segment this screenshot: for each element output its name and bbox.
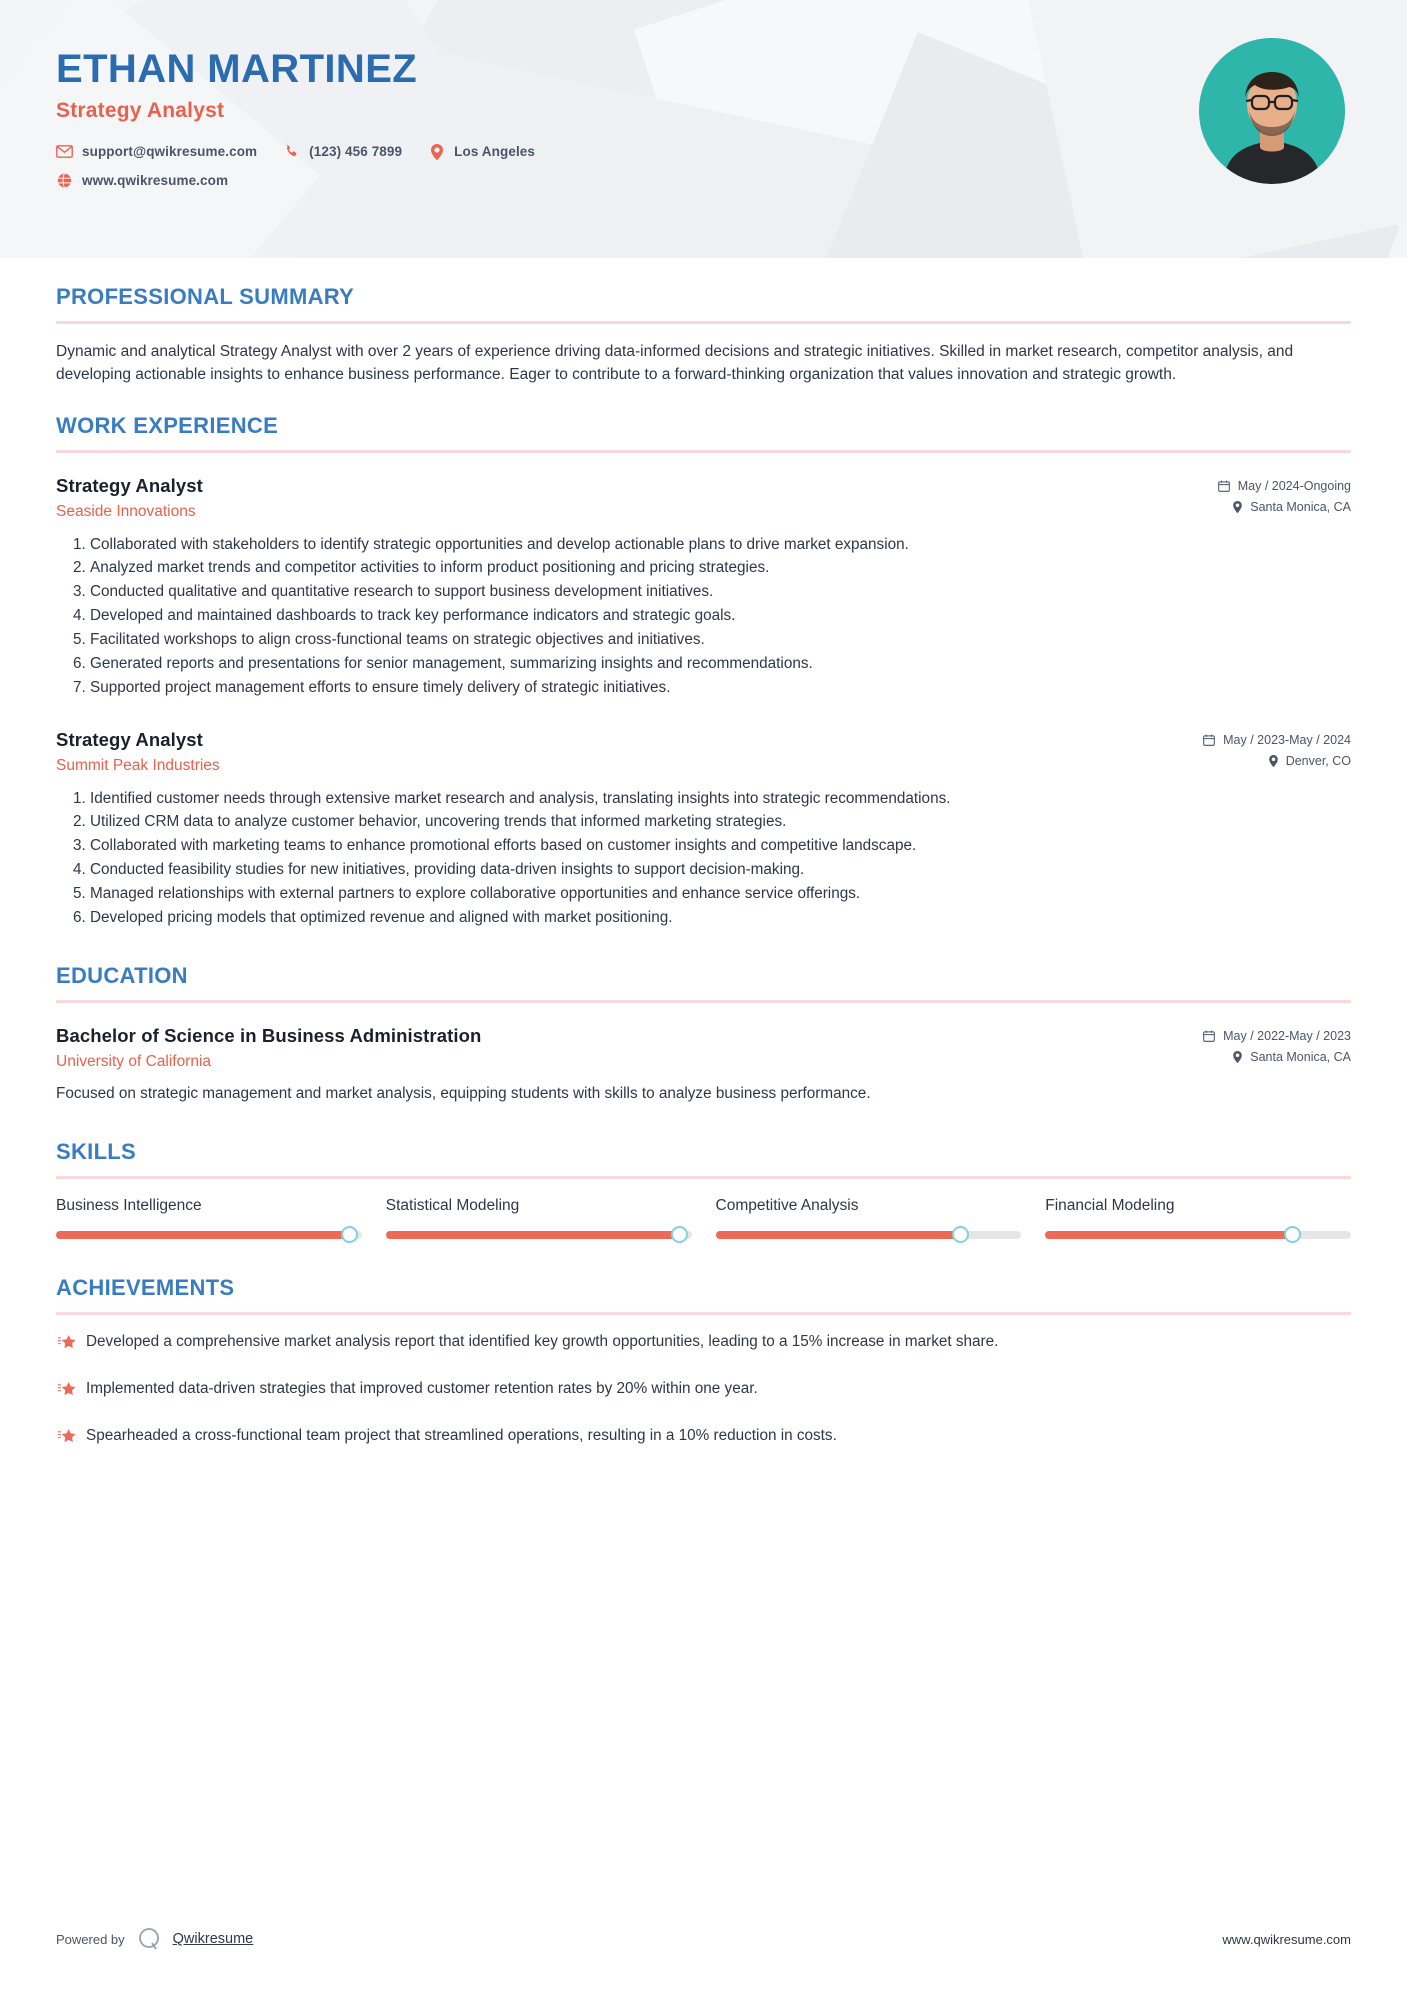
- bullet: 2. Analyzed market trends and competitor activities to inform product positioning and pricing strategies.: [90, 557, 1351, 579]
- map-pin-icon: [1269, 755, 1278, 767]
- section-divider: [56, 1312, 1351, 1315]
- section-achievements: [56, 1275, 1351, 1454]
- bullet: 6. Developed pricing models that optimized revenue and aligned with market positioning.: [90, 907, 1351, 929]
- job-title: Strategy Analyst: [56, 728, 203, 750]
- contact-phone-text: (123) 456 7899: [309, 144, 403, 159]
- candidate-role: Strategy Analyst: [56, 99, 225, 122]
- skill-bar[interactable]: [56, 1231, 362, 1239]
- candidate-name: ETHAN MARTINEZ: [56, 47, 418, 91]
- contact-website-text: www.qwikresume.com: [82, 173, 229, 188]
- footer-website[interactable]: www.qwikresume.com: [1222, 1931, 1351, 1947]
- contact-row-2: [56, 172, 1351, 189]
- job-title: Strategy Analyst: [56, 474, 203, 496]
- achievement-text: Spearheaded a cross-functional team project that streamlined operations, resulting in a 10% reduction in costs.: [86, 1426, 837, 1444]
- skill-bar-knob[interactable]: [671, 1226, 688, 1243]
- experience-entry: [56, 475, 1351, 699]
- skill-label: Business Intelligence: [56, 1196, 202, 1214]
- skill-bar[interactable]: [386, 1231, 692, 1239]
- contact-email[interactable]: [56, 143, 257, 160]
- achievement-item: [56, 1425, 1351, 1454]
- bullet: 4. Conducted feasibility studies for new initiatives, providing data-driven insights to support decision-making.: [90, 859, 1351, 881]
- achievement-item: [56, 1331, 1351, 1360]
- section-divider: [56, 321, 1351, 324]
- contact-phone[interactable]: [283, 143, 402, 160]
- star-icon: [56, 1425, 86, 1454]
- map-pin-icon: [428, 143, 445, 160]
- bullet: 4. Developed and maintained dashboards to track key performance indicators and strategic goals.: [90, 605, 1351, 627]
- summary-text: Dynamic and analytical Strategy Analyst with over 2 years of experience driving data-informed decisions and strategic initiatives. Skilled in market research, competitor analysis, and developing actionable insights to enhance business performance. Eager to contribute to a forward-thinking organization that values innovation and strategic growth.: [56, 343, 1294, 383]
- skill-item: [716, 1197, 1046, 1239]
- section-title: WORK EXPERIENCE: [56, 412, 279, 438]
- section-divider: [56, 1000, 1351, 1003]
- skill-bar-fill: [1045, 1231, 1293, 1239]
- star-icon: [56, 1378, 86, 1407]
- powered-by-label: Powered by: [56, 1931, 125, 1947]
- skill-bar[interactable]: [1045, 1231, 1351, 1239]
- bullet: 3. Collaborated with marketing teams to enhance promotional efforts based on customer insights and competitive landscape.: [90, 835, 1351, 857]
- bullet: 7. Supported project management efforts to ensure timely delivery of strategic initiatives.: [90, 677, 1351, 699]
- map-pin-icon: [1233, 501, 1242, 513]
- skill-bar[interactable]: [716, 1231, 1022, 1239]
- skill-item: [386, 1197, 716, 1239]
- bullet: 1. Collaborated with stakeholders to identify strategic opportunities and develop actionable plans to drive market expansion.: [90, 534, 1351, 556]
- school-name: University of California: [56, 1052, 212, 1070]
- resume-body: [0, 284, 1407, 1454]
- section-divider: [56, 1176, 1351, 1179]
- bullet: 5. Managed relationships with external partners to explore collaborative opportunities and enhance service offerings.: [90, 883, 1351, 905]
- avatar: [1199, 38, 1345, 184]
- section-work-experience: [56, 413, 1351, 929]
- section-divider: [56, 450, 1351, 453]
- achievements-list: [56, 1331, 1351, 1454]
- achievement-item: [56, 1378, 1351, 1407]
- skill-bar-fill: [716, 1231, 961, 1239]
- skills-grid: [56, 1197, 1351, 1239]
- job-date: [1203, 733, 1351, 747]
- section-title: EDUCATION: [56, 962, 188, 988]
- job-company: Seaside Innovations: [56, 502, 196, 520]
- job-bullets: [56, 788, 1351, 929]
- achievement-text: Developed a comprehensive market analysis report that identified key growth opportunities, leading to a 15% increase in market share.: [86, 1332, 999, 1350]
- bullet: 2. Utilized CRM data to analyze customer behavior, uncovering trends that informed marketing strategies.: [90, 811, 1351, 833]
- education-entry: [56, 1025, 1351, 1105]
- globe-icon: [56, 172, 73, 189]
- job-location: [1218, 500, 1351, 514]
- contact-website[interactable]: [56, 172, 228, 189]
- resume-footer: [56, 1926, 1351, 1952]
- achievement-text: Implemented data-driven strategies that improved customer retention rates by 20% within one year.: [86, 1379, 758, 1397]
- section-skills: [56, 1139, 1351, 1239]
- section-professional-summary: [56, 284, 1351, 387]
- bullet: 1. Identified customer needs through extensive market research and analysis, translating insights into strategic recommendations.: [90, 788, 1351, 810]
- job-location: [1203, 754, 1351, 768]
- skill-label: Financial Modeling: [1045, 1196, 1175, 1214]
- skill-bar-knob[interactable]: [1284, 1226, 1301, 1243]
- skill-bar-knob[interactable]: [952, 1226, 969, 1243]
- education-date-text: May / 2022-May / 2023: [1223, 1028, 1351, 1043]
- bullet: 6. Generated reports and presentations for senior management, summarizing insights and recommendations.: [90, 653, 1351, 675]
- job-date: [1218, 479, 1351, 493]
- qwikresume-logo-icon: [136, 1926, 162, 1952]
- calendar-icon: [1203, 1030, 1215, 1042]
- education-location: [1203, 1050, 1351, 1064]
- calendar-icon: [1203, 734, 1215, 746]
- map-pin-icon: [1233, 1051, 1242, 1063]
- contact-block: [56, 143, 1351, 189]
- job-date-text: May / 2023-May / 2024: [1223, 732, 1351, 747]
- job-location-text: Santa Monica, CA: [1250, 499, 1351, 514]
- star-icon: [56, 1331, 86, 1360]
- contact-email-text: support@qwikresume.com: [82, 144, 258, 159]
- skill-label: Statistical Modeling: [385, 1196, 520, 1214]
- bullet: 5. Facilitated workshops to align cross-functional teams on strategic objectives and initiatives.: [90, 629, 1351, 651]
- degree-title: Bachelor of Science in Business Administration: [56, 1024, 482, 1046]
- skill-item: [56, 1197, 386, 1239]
- contact-row-1: [56, 143, 1351, 160]
- section-title: ACHIEVEMENTS: [56, 1274, 235, 1300]
- skill-bar-fill: [386, 1231, 680, 1239]
- section-title: PROFESSIONAL SUMMARY: [56, 284, 355, 309]
- job-bullets: [56, 534, 1351, 699]
- calendar-icon: [1218, 480, 1230, 492]
- section-title: SKILLS: [56, 1138, 137, 1164]
- phone-icon: [283, 143, 300, 160]
- job-company: Summit Peak Industries: [56, 756, 220, 774]
- contact-location-text: Los Angeles: [454, 144, 536, 159]
- contact-location: [428, 143, 535, 160]
- education-description: Focused on strategic management and market analysis, equipping students with skills to analyze business performance.: [56, 1084, 871, 1102]
- skill-label: Competitive Analysis: [715, 1196, 859, 1214]
- qwikresume-link[interactable]: Qwikresume: [172, 1931, 254, 1947]
- skill-item: [1045, 1197, 1351, 1239]
- section-education: [56, 963, 1351, 1105]
- resume-header: [0, 0, 1407, 258]
- skill-bar-knob[interactable]: [341, 1226, 358, 1243]
- skill-bar-fill: [56, 1231, 350, 1239]
- experience-entry: [56, 729, 1351, 929]
- education-date: [1203, 1029, 1351, 1043]
- envelope-icon: [56, 143, 73, 160]
- education-location-text: Santa Monica, CA: [1250, 1049, 1351, 1064]
- job-location-text: Denver, CO: [1285, 753, 1351, 768]
- bullet: 3. Conducted qualitative and quantitative research to support business development initiatives.: [90, 581, 1351, 603]
- job-date-text: May / 2024-Ongoing: [1237, 478, 1351, 493]
